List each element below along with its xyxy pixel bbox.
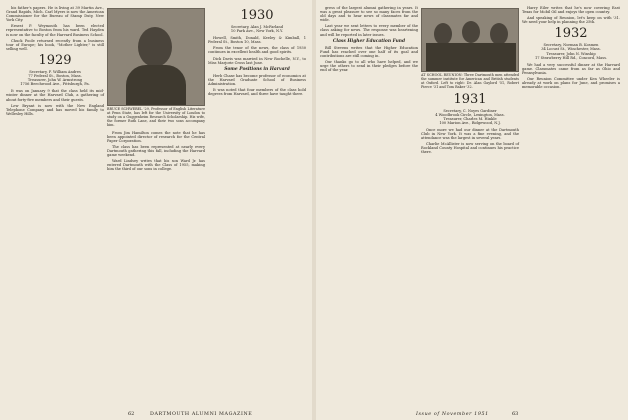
- photo-caption: AT SCHOOL REUNION: Three Dartmouth men attended the summer institute for American and British students at Oxford. Left to right: Dr. Alan Gaylord '51, Robert Pierce '31 and Tom Baker '32.: [421, 73, 519, 89]
- page-footer: DARTMOUTH ALUMNI MAGAZINE: [150, 412, 253, 417]
- group-photo: [421, 8, 519, 72]
- class-year-heading: 1931: [453, 91, 487, 107]
- paragraph: Dick Davis was married in New Rochelle, N.Y., to Miss Marjorie Cross last June.: [208, 56, 306, 65]
- left-column-1: [6, 6, 104, 118]
- paragraph: Howell, Smith, Donald, Keeley & Kimball, 1 Federal St., Boston 10, Mass.: [208, 36, 306, 45]
- paragraph: Our thanks go to all who have helped, and we urge the others to send in their pledges before the end of the year.: [320, 60, 418, 73]
- paragraph: his father's papers. He is living at 39 Martin Ave., Grand Rapids, Mich. Carl Myers is now the American Commissioner for the Bureau of Stamp Duty, New York City.: [6, 6, 104, 23]
- paragraph: Bill Stevens writes that the Higher Education Fund has reached over one half of its goal and contributions are still coming in.: [320, 45, 418, 58]
- paragraph: And speaking of Reunion, let's keep on with '31. We need your help in planning the 25th.: [522, 16, 620, 25]
- paragraph: Once more we had our dinner at the Dartmouth Club in New York. It was a fine evening, and the attendance was the largest in several years.: [421, 128, 519, 141]
- paragraph: From the tenor of the news, the class of 1930 continues in excellent health and good spirits.: [208, 46, 306, 55]
- page-number: 63: [512, 411, 519, 417]
- left-column-2: [107, 6, 205, 173]
- paragraph: It was noted that four members of the class hold degrees from Harvard, and three have taught there.: [208, 88, 306, 97]
- left-column-3: [208, 6, 306, 98]
- left-page: [0, 0, 312, 420]
- section-subheading: Class Higher Education Fund: [332, 38, 406, 44]
- paragraph: Herb Chase has become professor of economics at the Harvard Graduate School of Business Administration.: [208, 73, 306, 87]
- paragraph: It was on January 9 that the class held its mid-winter dinner at the Harvard Club, a gathering of about forty-five members and their guests.: [6, 89, 104, 102]
- paragraph: gress of the largest alumni gathering in years. It was a great pleasure to see so many faces from the old days and to hear news of classmates far and wide.: [320, 6, 418, 23]
- class-year-heading: 1929: [38, 52, 72, 68]
- class-year-heading: 1932: [554, 26, 588, 42]
- paragraph: From Jim Hamilton comes the note that he has been appointed director of research for the Central Paper Corporation.: [107, 130, 205, 143]
- paragraph: Charlie McAllister is now serving on the board of Rockland County Hospital and continues his practice there.: [421, 142, 519, 155]
- paragraph: We had a very successful dinner at the Harvard game. Classmates came from as far as Ohio and Pennsylvania.: [522, 62, 620, 75]
- paragraph: Chuck Poole returned recently from a business tour of Europe; his book, "Mother Lighter," is still selling well.: [6, 38, 104, 51]
- paragraph: Last year we sent letters to every member of the class asking for news. The response was heartening and will be reported in later issues.: [320, 24, 418, 37]
- photo-caption: BRUCE SCHWEBEL '29, Professor of English Literature at Penn State, has left for the University of London to study on a Guggenheim Research Scholarship. His wife, the former Ruth Lane, and their two sons accompany him.: [107, 107, 205, 127]
- page-number: 62: [128, 411, 135, 417]
- class-officers: Secretary, F. William Andres 77 Federal St., Boston, Mass. Treasurer, John W. Armstrong 1756 Beechwood Ave., Pittsburgh, Pa.: [20, 69, 90, 87]
- paragraph: Lew Bryant is now with the New England Telephone Company and has moved his family to Wellesley Hills.: [6, 103, 104, 116]
- class-officers: Secretary, Norman B. Kosmen 34 Locust St., Winchester, Mass. Treasurer, John N. Winship 17 Strawberry Hill Rd., Concord, Mass.: [534, 43, 608, 60]
- right-page: [316, 0, 628, 420]
- class-officers: Secretary, Alan J. McFarland 10 Park Ave., New York, N.Y.: [230, 25, 284, 34]
- right-column-3: [522, 6, 620, 91]
- paragraph: Ernest P. Weymouth has been elected representative to Boston from his ward. Ted Hayden is now on the faculty of the Harvard Business School.: [6, 24, 104, 37]
- paragraph: Ward Lindsey writes that his son Ward Jr. has entered Dartmouth with the Class of 1955, making him the third of our sons in college.: [107, 159, 205, 172]
- class-year-heading: 1930: [240, 8, 274, 23]
- paragraph: Harry Eiler writes that he's now covering East Texas for Mobil Oil and enjoys the open country.: [522, 6, 620, 15]
- section-subheading: Some Positions in Harvard: [224, 66, 290, 72]
- page-footer: Issue of November 1951: [416, 412, 489, 417]
- paragraph: The class has been represented at nearly every Dartmouth gathering this fall, including the Harvard game weekend.: [107, 144, 205, 157]
- portrait-photo: [107, 8, 205, 106]
- right-column-2: [421, 6, 519, 157]
- paragraph: Our Reunion Committee under Ken Wheeler is already at work on plans for June, and promises a memorable occasion.: [522, 77, 620, 90]
- class-officers: Secretary, C. Noyes Gardiner 4 Woodbrook Circle, Lexington, Mass. Treasurer, Charles M. Hinkle 100 Marion Ave., Ridgewood, N.J.: [435, 108, 505, 125]
- right-column-1: [320, 6, 418, 74]
